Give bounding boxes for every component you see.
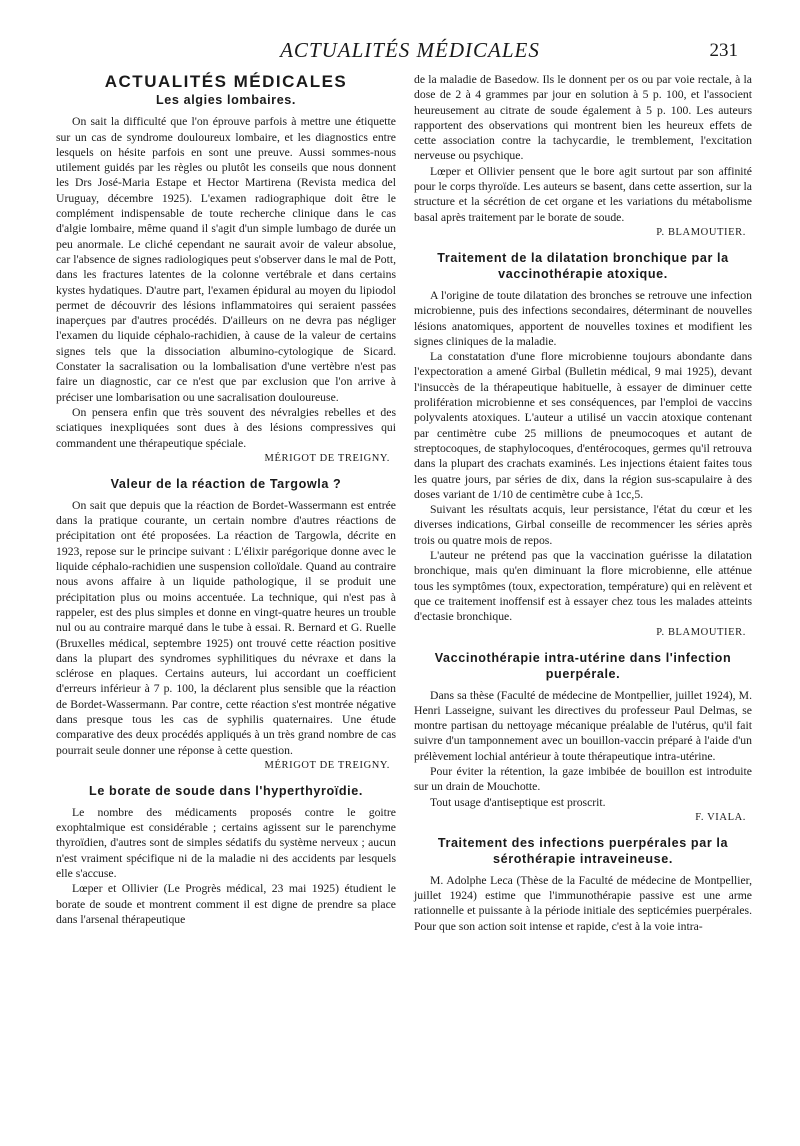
- paragraph: Dans sa thèse (Faculté de médecine de Montpellier, juillet 1924), M. Henri Lasseigne, suivant les directives du professeur Paul Delmas, se montre partisan du nettoyage mécanique préalable de l'utérus, qu'il fait suivre d'un tamponnement avec un bouillon-vaccin préparé à l'aide d'un prélèvement lochial antérieur à toute thérapeutique intra-utérine.: [414, 688, 752, 763]
- paragraph: On sait que depuis que la réaction de Bordet-Wassermann est entrée dans la pratique courante, un certain nombre d'autres réactions de précipitation ont été proposées. La réaction de Targowla, décrite en 1923, repose sur le principe suivant : L'élixir parégorique donne avec le liquide céphalo-rachidien une suspension colloïdale. Quand au contraire nous avons affaire à un liquide pathologique, il se produit une précipitation plus ou moins accentuée. La technique, qui n'est pas à rappeler, est des plus simples et donne en vingt-quatre heures un trouble nul ou au contraire marqué dans le tube à essai. R. Bernard et G. Ruelle (Bruxelles médical, septembre 1925) ont trouvé cette réaction positive dans la plupart des syndromes syphilitiques du névraxe et dans la sclérose en plaques. Certains auteurs, lui accordant un coefficient d'erreurs inférieur à 7 p. 100, la déclarent plus sensible que la réaction de Bordet-Wassermann. Par contre, cette réaction s'est montrée négative dans presque tous les cas de syphilis quaternaires. Une étude comparative des deux procédés appliqués à un très grand nombre de cas pourrait seule donner une réponse à cette question.: [56, 498, 396, 757]
- paragraph: La constatation d'une flore microbienne toujours abondante dans l'expectoration a amené Girbal (Bulletin médical, 9 mai 1925), devant l'insuccès de la thérapeutique habituelle, à essayer de diminuer cette prolifération microbienne et ses conséquences, par l'emploi de vaccins polyvalents atoxiques. L'auteur a utilisé un vaccin atoxique contenant par centimètre cube 25 millions de pneumocoques et autant de streptocoques, de staphylocoques, d'entérocoques, germes qu'il retrouva dans la plupart des crachats examinés. Les injections étaient faites tous les quatre jours, par séries de dix, dans la région sus-scapulaire à des doses variant de 1/10 de centimètre cube à 1cc,5.: [414, 350, 752, 501]
- article-title-targowla: Valeur de la réaction de Targowla ?: [110, 476, 342, 491]
- paragraph: Lœper et Ollivier (Le Progrès médical, 23 mai 1925) étudient le borate de soude et montrent comment il est digne de prendre sa place dans l'arsenal thérapeutique: [56, 882, 396, 926]
- paragraph: L'auteur ne prétend pas que la vaccination guérisse la dilatation bronchique, mais qu'en diminuant la flore microbienne, elle atténue tous les symptômes (toux, expectoration, température) qui en relèvent et que ce traitement inoffensif est à essayer chez tous les malades atteints d'ectasie bronchique.: [414, 549, 752, 624]
- paragraph: Tout usage d'antiseptique est proscrit.: [430, 795, 606, 809]
- right-column: [414, 72, 752, 934]
- paragraph: Lœper et Ollivier pensent que le bore agit surtout par son affinité pour le corps thyroïde. Les auteurs se basent, dans cette assertion, sur la structure et la sécrétion de cet organe et les variations du métabolisme basal après traitement par le borate de soude.: [414, 164, 752, 224]
- paragraph: On sait la difficulté que l'on éprouve parfois à mettre une étiquette sur un cas de syndrome douloureux lombaire, et les diagnostics entre lesquels on hésite parfois en sont une preuve. Aussi sommes-nous utilement guidés par les règles ou plutôt les conseils que nous donnent les Drs José-Maria Estape et Hector Martirena (Revista medica del Uruguay, décembre 1925). L'examen radiographique doit être le complément indispensable de toute recherche clinique dans le cas d'algie lombaire, même quand il s'agit d'un simple lumbago de durée un peu anormale. Le cliché cependant ne saurait avoir de valeur absolue, car l'absence de signes radiologiques peut s'observer dans le mal de Pott, dans les fractures latentes de la colonne vertébrale et dans certains kystes hydatiques. D'autre part, l'examen épidural au moyen du lipiodol permet de découvrir des lésions inflammatoires qui seraient passées inaperçues par d'autres procédés. D'ailleurs on ne devra pas négliger l'examen du liquide céphalo-rachidien, à cause de la valeur de certains signes tels que la dissociation albumino-cytologique de Sicard. Constater la sacralisation ou la lombalisation d'une vertèbre n'est pas faire un diagnostic, car ce n'est que par exclusion que l'on arrive à préciser une lombarisation ou une sacralisation douloureuse.: [56, 115, 396, 404]
- section-title: ACTUALITÉS MÉDICALES: [104, 72, 348, 91]
- paragraph: Suivant les résultats acquis, leur persistance, l'état du cœur et les diverses indications, Girbal conseille de recommencer les séries après trois ou quatre mois de repos.: [414, 503, 752, 547]
- paragraph: Le nombre des médicaments proposés contre le goitre exophtalmique est considérable ; certains agissent sur le parenchyme thyroïdien, d'autres sont de simples sédatifs du système nerveux ; aucun n'est vraiment spécifique ni de la maladie ni des accidents par lesquels elle s'accuse.: [56, 805, 396, 881]
- paragraph: Pour éviter la rétention, la gaze imbibée de bouillon est introduite sur un drain de Mouchotte.: [414, 764, 752, 794]
- author-signature: P. BLAMOUTIER.: [656, 626, 746, 638]
- running-head: ACTUALITÉS MÉDICALES: [280, 38, 540, 62]
- article-title-borate: Le borate de soude dans l'hyperthyroïdie.: [89, 783, 363, 798]
- author-signature: P. BLAMOUTIER.: [656, 226, 746, 238]
- article-title-vaccinotherapie: Vaccinothérapie intra-utérine dans l'infection puerpérale.: [434, 650, 732, 681]
- article-title-serotherapie: Traitement des infections puerpérales par la sérothérapie intraveineuse.: [437, 835, 729, 866]
- paragraph: M. Adolphe Leca (Thèse de la Faculté de médecine de Montpellier, juillet 1924) estime que l'immunothérapie passive est une arme rationnelle et puissante à la période initiale des septicémies puerpérales. Pour que son action soit intense et rapide, c'est à la voie intra-: [414, 873, 752, 933]
- paragraph: On pensera enfin que très souvent des névralgies rebelles et des sciatiques inexpliquées sont dues à des lésions compressives qui commandent une thérapeutique spéciale.: [56, 405, 396, 450]
- author-signature: MÉRIGOT DE TREIGNY.: [264, 452, 390, 464]
- article-title-dilatation: Traitement de la dilatation bronchique par la vaccinothérapie atoxique.: [437, 250, 729, 281]
- article-title-algies: Les algies lombaires.: [156, 93, 296, 108]
- paragraph: A l'origine de toute dilatation des bronches se retrouve une infection microbienne, puis des infections secondaires, déterminant de nouvelles lésions anatomiques, apportent de nouvelles toxines et modifient les signes cliniques de la maladie.: [414, 288, 752, 348]
- left-column: [56, 72, 396, 927]
- author-signature: MÉRIGOT DE TREIGNY.: [264, 759, 390, 771]
- page-number: 231: [709, 40, 738, 61]
- author-signature: F. VIALA.: [695, 811, 746, 823]
- paragraph-continued: de la maladie de Basedow. Ils le donnent per os ou par voie rectale, à la dose de 2 à 4 grammes par jour en solution à 5 p. 100, et l'associent heureusement au citrate de soude également à 5 p. 100. Les auteurs rapportent des observations qui montrent bien les heureux effets de cette association contre la tachycardie, le tremblement, l'excitation nerveuse ou psychique.: [414, 73, 752, 163]
